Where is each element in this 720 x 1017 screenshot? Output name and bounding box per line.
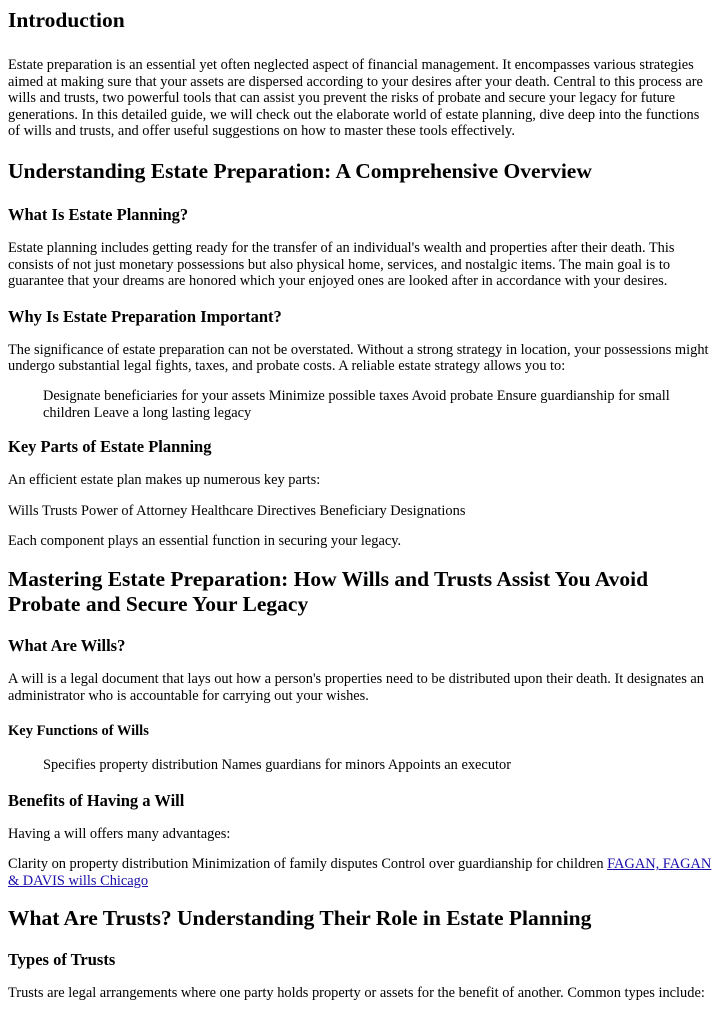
benefits-list	[8, 856, 712, 889]
benefits-paragraph: Having a will offers many advantages:	[8, 825, 231, 842]
intro-paragraph: Estate preparation is an essential yet often neglected aspect of financial management. It encompasses various strategies aimed at making sure that your assets are dispersed according to your desires after your death. Central to this process are wills and trusts, two powerful tools that can assist you prevent the risks of probate and secure your legacy for future generations. In this detailed guide, we will check out the elaborate world of estate planning, dive deep into the functions of wills and trusts, and offer useful suggestions on how to master these tools effectively.	[8, 57, 703, 140]
why-important-paragraph: The significance of estate preparation can not be overstated. Without a strong strategy in location, your possessions might undergo substantial legal fights, taxes, and probate costs. A reliable estate strategy allows you to:	[8, 341, 709, 375]
key-functions-list: Specifies property distribution Names guardians for minors Appoints an executor	[43, 757, 511, 774]
why-important-list: Designate beneficiaries for your assets Minimize possible taxes Avoid probate Ensure guardianship for small children Leave a long lasting legacy	[43, 387, 670, 421]
heading-introduction: Introduction	[8, 8, 125, 32]
key-parts-closing: Each component plays an essential function in securing your legacy.	[8, 533, 402, 550]
heading-what-are-wills: What Are Wills?	[8, 635, 126, 655]
heading-mastering-estate: Mastering Estate Preparation: How Wills and Trusts Assist You Avoid Probate and Secure Your Legacy	[8, 566, 649, 616]
heading-what-are-trusts: What Are Trusts? Understanding Their Role in Estate Planning	[8, 906, 592, 931]
heading-what-is-estate-planning: What Is Estate Planning?	[8, 204, 189, 224]
key-parts-paragraph: An efficient estate plan makes up numerous key parts:	[8, 472, 321, 489]
key-parts-list: Wills Trusts Power of Attorney Healthcare Directives Beneficiary Designations	[8, 502, 466, 519]
heading-key-functions-of-wills: Key Functions of Wills	[8, 723, 149, 740]
heading-why-estate-preparation-important: Why Is Estate Preparation Important?	[8, 306, 282, 326]
benefits-list-text: Clarity on property distribution Minimization of family disputes Control over guardianship for children	[8, 856, 608, 873]
what-are-wills-paragraph: A will is a legal document that lays out how a person's properties need to be distributed upon their death. It designates an administrator who is accountable for carrying out your wishes.	[8, 670, 704, 704]
heading-types-of-trusts: Types of Trusts	[8, 950, 116, 970]
what-is-estate-planning-paragraph: Estate planning includes getting ready for the transfer of an individual's wealth and properties after their death. This consists of not just monetary possessions but also physical home, services, and nostalgic items. The main goal is to guarantee that your dreams are honored which your enjoyed ones are looked after in accordance with your desires.	[8, 239, 675, 290]
heading-key-parts: Key Parts of Estate Planning	[8, 437, 212, 457]
fagan-davis-wills-link[interactable]: FAGAN, FAGAN & DAVIS wills Chicago	[8, 856, 712, 889]
heading-benefits-of-will: Benefits of Having a Will	[8, 790, 185, 810]
types-of-trusts-paragraph: Trusts are legal arrangements where one party holds property or assets for the benefit of another. Common types include:	[8, 985, 705, 1002]
heading-understanding-overview: Understanding Estate Preparation: A Comprehensive Overview	[8, 158, 592, 183]
